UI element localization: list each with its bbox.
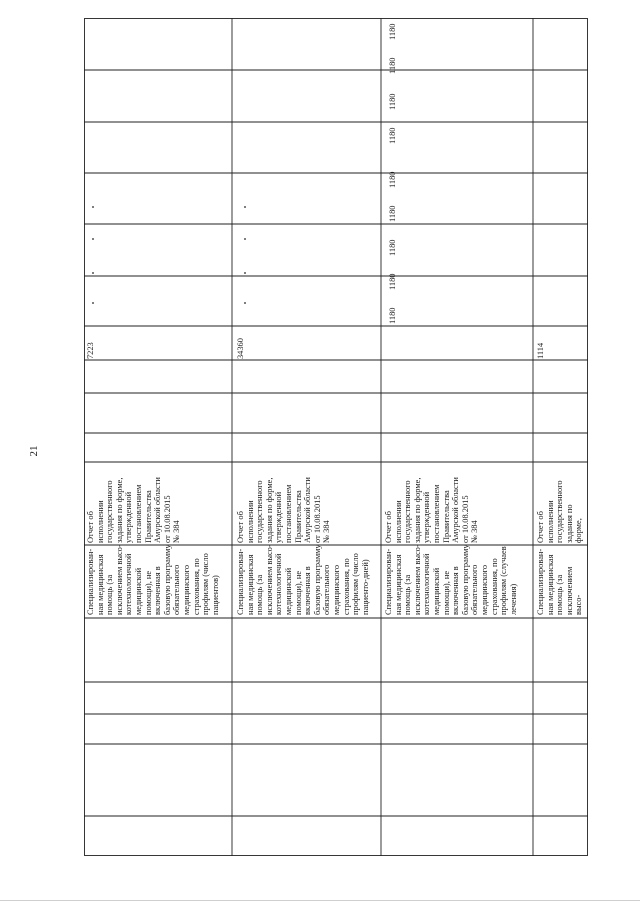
service-name-cell: Специализирован- ная медицинская помощь (за исключением высо- котехнологичной медицинской помощи), не включенная в базовую программу обязательного медицинского страхования, по профилям (число пациентов) (86, 544, 220, 615)
table-grid (84, 18, 588, 856)
empty-dash-mark (244, 206, 246, 208)
base-value-cell: 1114 (536, 342, 545, 359)
year-value-cell: 1180 (388, 239, 397, 256)
year-value-cell: 1180 (388, 93, 397, 110)
year-value-cell: 1180 (388, 205, 397, 222)
year-value-cell: 1180 (388, 127, 397, 144)
empty-dash-mark (92, 302, 94, 304)
empty-dash-mark (92, 238, 94, 240)
year-value-cell: 1180 (388, 171, 397, 188)
data-source-cell: Отчет об исполнении государственного задания по форме, (536, 480, 584, 543)
empty-dash-mark (244, 302, 246, 304)
data-source-cell: Отчет об исполнении государственного задания по форме, утвержденной постановлением Правительства Амурской области от 10.08.2015 № 384 (384, 477, 480, 543)
empty-dash-mark (92, 272, 94, 274)
scan-edge-line (0, 900, 640, 901)
year-value-cell: 1180 (388, 307, 397, 324)
service-name-cell: Специализирован- ная медицинская помощь (за исключением высо- котехнологичной медицинской помощи), не включенная в базовую программу обязательного медицинского страхования, по профилям (число пациенто-дней) (236, 544, 370, 615)
year-value-cell: 1180 (388, 273, 397, 290)
base-value-cell: 34360 (236, 338, 245, 359)
page-number: 21 (28, 445, 40, 457)
service-name-cell: Специализирован- ная медицинская помощь (за исключением высо- котехнологичной медицинской помощи), не включенная в базовую программу обязательного медицинского страхования, по профилям (случаев лечения) (384, 544, 518, 615)
service-name-cell: Специализирован- ная медицинская помощь (за исключением высо- (536, 548, 584, 615)
data-source-cell: Отчет об исполнении государственного задания по форме, утвержденной постановлением Правительства Амурской области от 10.08.2015 № 384 (236, 477, 332, 543)
year-value-cell: 1180 (388, 57, 397, 74)
indicator-table (84, 18, 588, 856)
data-source-cell: Отчет об исполнении государственного задания по форме, утвержденной постановлением Правительства Амурской области от 10.08.2015 № 384 (86, 477, 182, 543)
empty-dash-mark (244, 272, 246, 274)
base-value-cell: 7223 (86, 342, 95, 359)
empty-dash-mark (244, 238, 246, 240)
year-value-cell: 1180 (388, 23, 397, 40)
empty-dash-mark (92, 206, 94, 208)
